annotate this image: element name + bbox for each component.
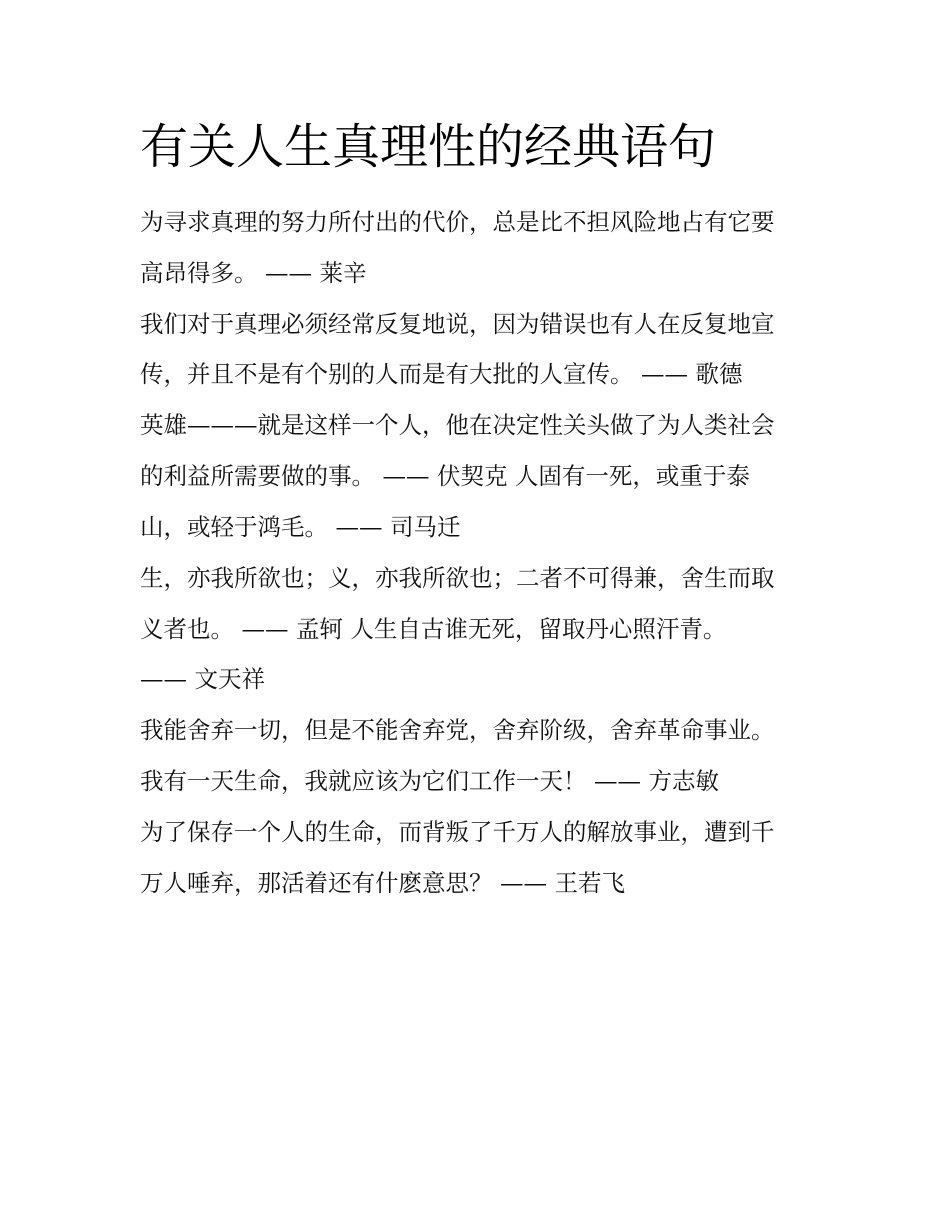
text-line: 我能舍弃一切，但是不能舍弃党，舍弃阶级，舍弃革命事业。 [140, 716, 775, 744]
text-line: 我们对于真理必须经常反复地说，因为错误也有人在反复地宣 [140, 310, 775, 338]
text-line: 传，并且不是有个别的人而是有大批的人宣传。 —— 歌德 [140, 360, 743, 388]
text-line: 英雄———就是这样一个人，他在决定性关头做了为人类社会 [140, 411, 775, 439]
page-title: 有关人生真理性的经典语句 [140, 119, 717, 175]
text-line: 高昂得多。 —— 莱辛 [140, 259, 367, 287]
text-line: —— 文天祥 [140, 665, 265, 693]
text-line: 山，或轻于鸿毛。 —— 司马迁 [140, 513, 461, 541]
text-line: 为寻求真理的努力所付出的代价，总是比不担风险地占有它要 [140, 208, 775, 236]
text-line: 万人唾弃，那活着还有什麽意思？ —— 王若飞 [140, 869, 625, 897]
text-line: 为了保存一个人的生命，而背叛了千万人的解放事业，遭到千 [140, 818, 775, 846]
text-line: 我有一天生命，我就应该为它们工作一天！ —— 方志敏 [140, 767, 719, 795]
text-line: 义者也。 —— 孟轲 人生自古谁无死，留取丹心照汗青。 [140, 615, 727, 643]
text-line: 的利益所需要做的事。 —— 伏契克 人固有一死，或重于泰 [140, 462, 750, 490]
text-line: 生，亦我所欲也；义，亦我所欲也；二者不可得兼，舍生而取 [140, 564, 775, 592]
